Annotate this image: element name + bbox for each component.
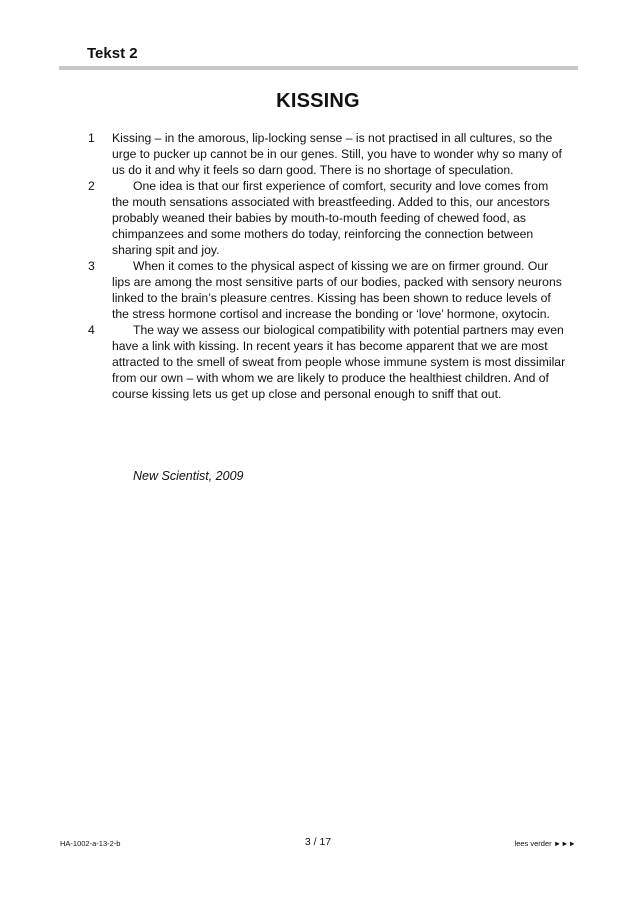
paragraph-3: [88, 258, 568, 322]
page-number: 3 / 17: [304, 836, 332, 848]
header-divider: [59, 66, 578, 70]
article-title: KISSING: [276, 90, 360, 112]
paragraph-text: One idea is that our first experience of comfort, security and love comes from the mouth sensations associated with breastfeeding. Added to this, our ancestors probably weaned their babies by mouth-to-mouth feeding of chewed food, as chimpanzees and some mothers do today, reinforcing the connection between sharing spit and joy.: [112, 179, 550, 257]
paragraph-text: The way we assess our biological compatibility with potential partners may even have a link with kissing. In recent years it has become apparent that we are most attracted to the smell of sweat from people whose immune system is most dissimilar from our own – with whom we are likely to produce the healthiest children. And of course kissing lets us get up close and personal enough to sniff that out.: [112, 323, 566, 401]
paragraph-4: [88, 322, 568, 402]
article-body: [88, 130, 568, 402]
paragraph-number: 4: [88, 323, 95, 337]
paragraph-number: 3: [88, 259, 95, 273]
section-label: Tekst 2: [87, 45, 138, 62]
source-citation: New Scientist, 2009: [133, 469, 244, 483]
paragraph-text: Kissing – in the amorous, lip-locking sense – is not practised in all cultures, so the urge to pucker up cannot be in our genes. Still, you have to wonder why so many of us do it and why it feels so darn good. There is no shortage of speculation.: [112, 131, 562, 177]
paragraph-text: When it comes to the physical aspect of kissing we are on firmer ground. Our lips are among the most sensitive parts of our bodies, packed with sensory neurons linked to the brain’s pleasure centres. Kissing has been shown to reduce levels of the stress hormone cortisol and increase the bonding or ‘love’ hormone, oxytocin.: [112, 259, 562, 321]
paragraph-2: [88, 178, 568, 258]
document-code: HA-1002-a-13-2-b: [60, 839, 121, 848]
paragraph-number: 2: [88, 179, 95, 193]
paragraph-number: 1: [88, 131, 95, 145]
paragraph-1: [88, 130, 568, 178]
continue-label: lees verder ►►►: [514, 839, 576, 848]
